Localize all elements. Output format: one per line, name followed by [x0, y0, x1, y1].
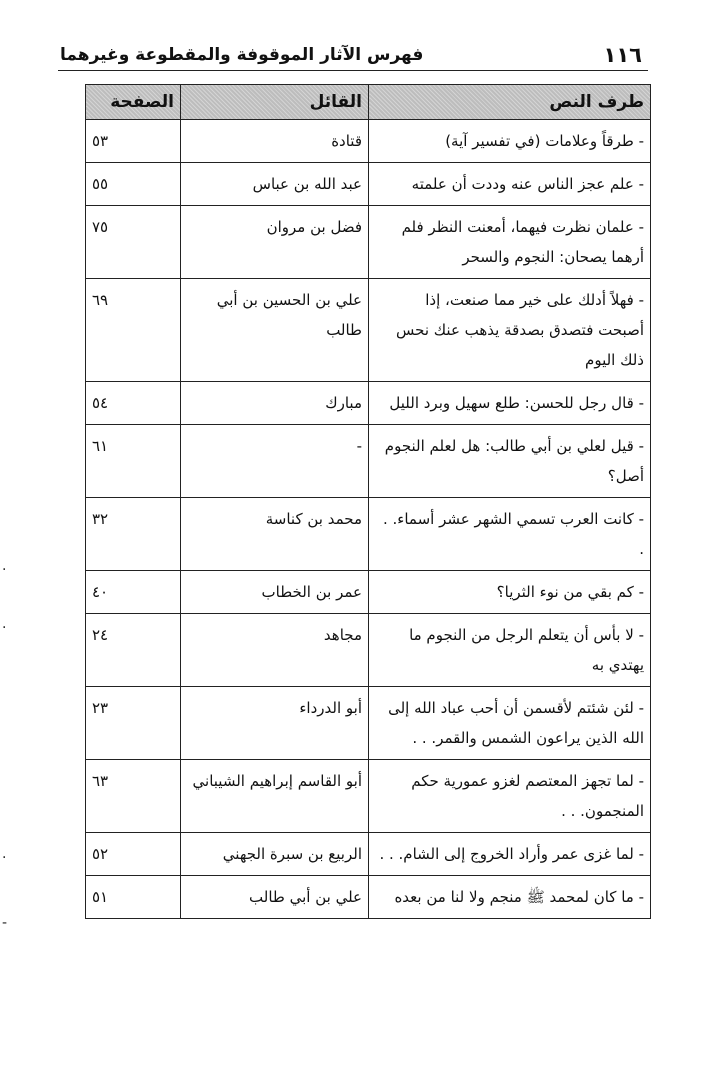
row-sayer: علي بن أبي طالب	[181, 876, 369, 919]
row-text: - لما غزى عمر وأراد الخروج إلى الشام. . .	[369, 833, 651, 876]
row-text: - لا بأس أن يتعلم الرجل من النجوم ما يهتدي به	[369, 614, 651, 687]
row-sayer: مبارك	[181, 382, 369, 425]
row-sayer: أبو الدرداء	[181, 687, 369, 760]
row-text: - علمان نظرت فيهما، أمعنت النظر فلم أرهما يصحان: النجوم والسحر	[369, 206, 651, 279]
table-row	[86, 279, 651, 382]
table-row	[86, 425, 651, 498]
table-row	[86, 614, 651, 687]
row-text: - كم بقي من نوء الثريا؟	[369, 571, 651, 614]
table-header-row	[86, 85, 651, 120]
row-page: ٦٣	[86, 760, 181, 833]
running-title: فهرس الآثار الموقوفة والمقطوعة وغيرهما	[60, 45, 424, 65]
row-text: - طرقاً وعلامات (في تفسير آية)	[369, 120, 651, 163]
row-page: ٥٣	[86, 120, 181, 163]
table-row	[86, 876, 651, 919]
running-header	[58, 40, 648, 71]
row-sayer: علي بن الحسين بن أبي طالب	[181, 279, 369, 382]
table-row	[86, 687, 651, 760]
table-row	[86, 498, 651, 571]
row-page: ٤٠	[86, 571, 181, 614]
row-sayer: مجاهد	[181, 614, 369, 687]
table-row	[86, 163, 651, 206]
page-number: ١١٦	[603, 43, 642, 67]
row-page: ٥٢	[86, 833, 181, 876]
table-row	[86, 382, 651, 425]
row-sayer: فضل بن مروان	[181, 206, 369, 279]
row-sayer: محمد بن كناسة	[181, 498, 369, 571]
row-page: ٥٤	[86, 382, 181, 425]
table-row	[86, 206, 651, 279]
row-text: - ما كان لمحمد ﷺ منجم ولا لنا من بعده	[369, 876, 651, 919]
scan-margin-mark: -	[2, 915, 8, 931]
row-text: - كانت العرب تسمي الشهر عشر أسماء. . .	[369, 498, 651, 571]
column-header-page: الصفحة	[86, 85, 181, 120]
scan-margin-mark: ·	[2, 620, 7, 636]
row-sayer: أبو القاسم إبراهيم الشيباني	[181, 760, 369, 833]
index-table	[85, 84, 651, 919]
row-page: ٥١	[86, 876, 181, 919]
row-page: ٣٢	[86, 498, 181, 571]
scan-margin-mark: ·	[2, 562, 7, 578]
row-sayer: عبد الله بن عباس	[181, 163, 369, 206]
scan-margin-mark: ·	[2, 850, 7, 866]
row-page: ٦٩	[86, 279, 181, 382]
row-text: - علم عجز الناس عنه وددت أن علمته	[369, 163, 651, 206]
table-row	[86, 120, 651, 163]
row-page: ٥٥	[86, 163, 181, 206]
row-text: - لما تجهز المعتصم لغزو عمورية حكم المنجمون. . .	[369, 760, 651, 833]
column-header-text: طرف النص	[369, 85, 651, 120]
row-page: ٢٣	[86, 687, 181, 760]
table-row	[86, 760, 651, 833]
row-page: ٧٥	[86, 206, 181, 279]
row-sayer: الربيع بن سبرة الجهني	[181, 833, 369, 876]
row-page: ٢٤	[86, 614, 181, 687]
column-header-sayer: القائل	[181, 85, 369, 120]
row-sayer: قتادة	[181, 120, 369, 163]
row-text: - لئن شئتم لأقسمن أن أحب عباد الله إلى الله الذين يراعون الشمس والقمر. . .	[369, 687, 651, 760]
table-row	[86, 833, 651, 876]
row-text: - فهلاً أدلك على خير مما صنعت، إذا أصبحت فتصدق بصدقة يذهب عنك نحس ذلك اليوم	[369, 279, 651, 382]
row-sayer: عمر بن الخطاب	[181, 571, 369, 614]
table-row	[86, 571, 651, 614]
row-page: ٦١	[86, 425, 181, 498]
row-text: - قال رجل للحسن: طلع سهيل وبرد الليل	[369, 382, 651, 425]
row-sayer: -	[181, 425, 369, 498]
row-text: - قيل لعلي بن أبي طالب: هل لعلم النجوم أصل؟	[369, 425, 651, 498]
